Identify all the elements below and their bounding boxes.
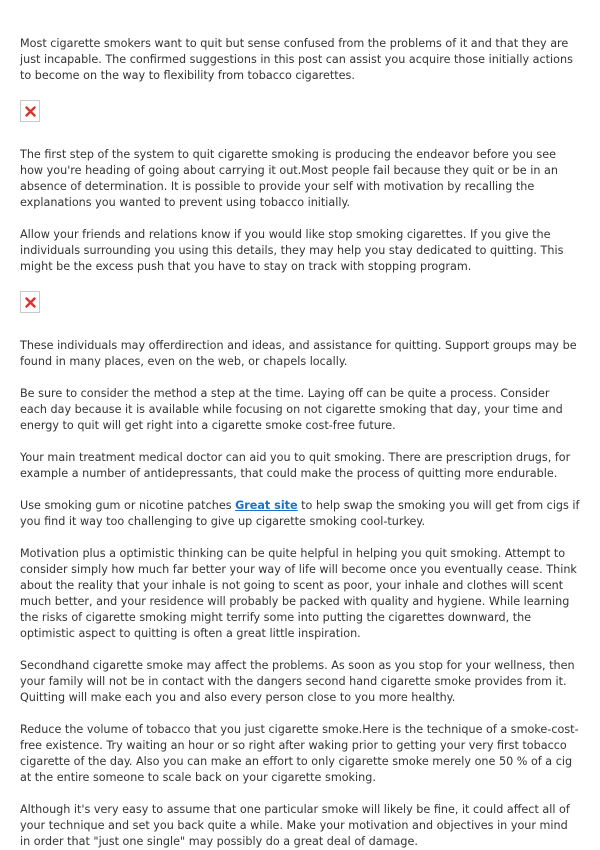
paragraph-4: These individuals may offerdirection and ideas, and assistance for quitting. Support groups may be found in many places, even on the web, or chapels locally. <box>20 339 577 368</box>
paragraph-6: Your main treatment medical doctor can aid you to quit smoking. There are prescription drugs, for example a number of antidepressants, that could make the process of quitting more endurable. <box>20 451 571 480</box>
paragraph-9: Secondhand cigarette smoke may affect the problems. As soon as you stop for your wellness, then your family will not be in contact with the dangers second hand cigarette smoke provides from it. Quitting will make each you and also every person close to you more healthy. <box>20 659 575 704</box>
broken-image-icon <box>25 297 36 308</box>
paragraph-11: Although it's very easy to assume that one particular smoke will likely be fine, it could affect all of your technique and set you back quite a while. Make your motivation and objectives in your mind in order that "just one single" may possibly do a great deal of damage. <box>20 803 570 848</box>
paragraph-5: Be sure to consider the method a step at the time. Laying off can be quite a process. Consider each day because it is available while focusing on not cigarette smoking that day, your time and energy to quit will get right into a cigarette smoke cost-free future. <box>20 387 563 432</box>
paragraph-7-text-after: to help swap the smoking you will get from cigs if you find it way too challenging to give up cigarette smoking cool-turkey. <box>20 499 580 528</box>
broken-image-icon <box>25 106 36 117</box>
paragraph-10: Reduce the volume of tobacco that you just cigarette smoke.Here is the technique of a smoke-cost-free existence. Try waiting an hour or so right after waking prior to getting your very first tobacco cigarette of the day. Also you can make an effort to only cigarette smoke merely one 50 % of a cig at the entire someone to scale back on your cigarette smoking. <box>20 723 579 784</box>
broken-image-placeholder-1 <box>20 100 40 122</box>
paragraph-3: Allow your friends and relations know if you would like stop smoking cigarettes. If you give the individuals surrounding you using this details, they may help you stay dedicated to quitting. This might be the excess push that you have to stay on track with stopping program. <box>20 228 564 273</box>
great-site-link[interactable]: Great site <box>235 499 298 512</box>
paragraph-7-text-before: Use smoking gum or nicotine patches <box>20 499 236 512</box>
paragraph-7 <box>20 498 580 530</box>
article-body <box>20 36 580 850</box>
paragraph-8: Motivation plus a optimistic thinking can be quite helpful in helping you quit smoking. Attempt to consider simply how much far better your way of life will become once you eventually cease. Think about the reality that your inhale is not going to scent as poor, your inhale and clothes will scent much better, and your residence will probably be packed with quality and hygiene. While learning the risks of cigarette smoking might terrify some into putting the cigarettes downward, the optimistic aspect to quitting is often a great little inspiration. <box>20 547 577 640</box>
paragraph-1: Most cigarette smokers want to quit but sense confused from the problems of it and that they are just incapable. The confirmed suggestions in this post can assist you acquire those initially actions to become on the way to flexibility from tobacco cigarettes. <box>20 37 573 82</box>
broken-image-placeholder-2 <box>20 291 40 313</box>
paragraph-2: The first step of the system to quit cigarette smoking is producing the endeavor before you see how you're heading of going about carrying it out.Most people fail because they quit or be in an absence of determination. It is possible to provide your self with motivation by recalling the explanations you wanted to prevent using tobacco initially. <box>20 148 558 209</box>
